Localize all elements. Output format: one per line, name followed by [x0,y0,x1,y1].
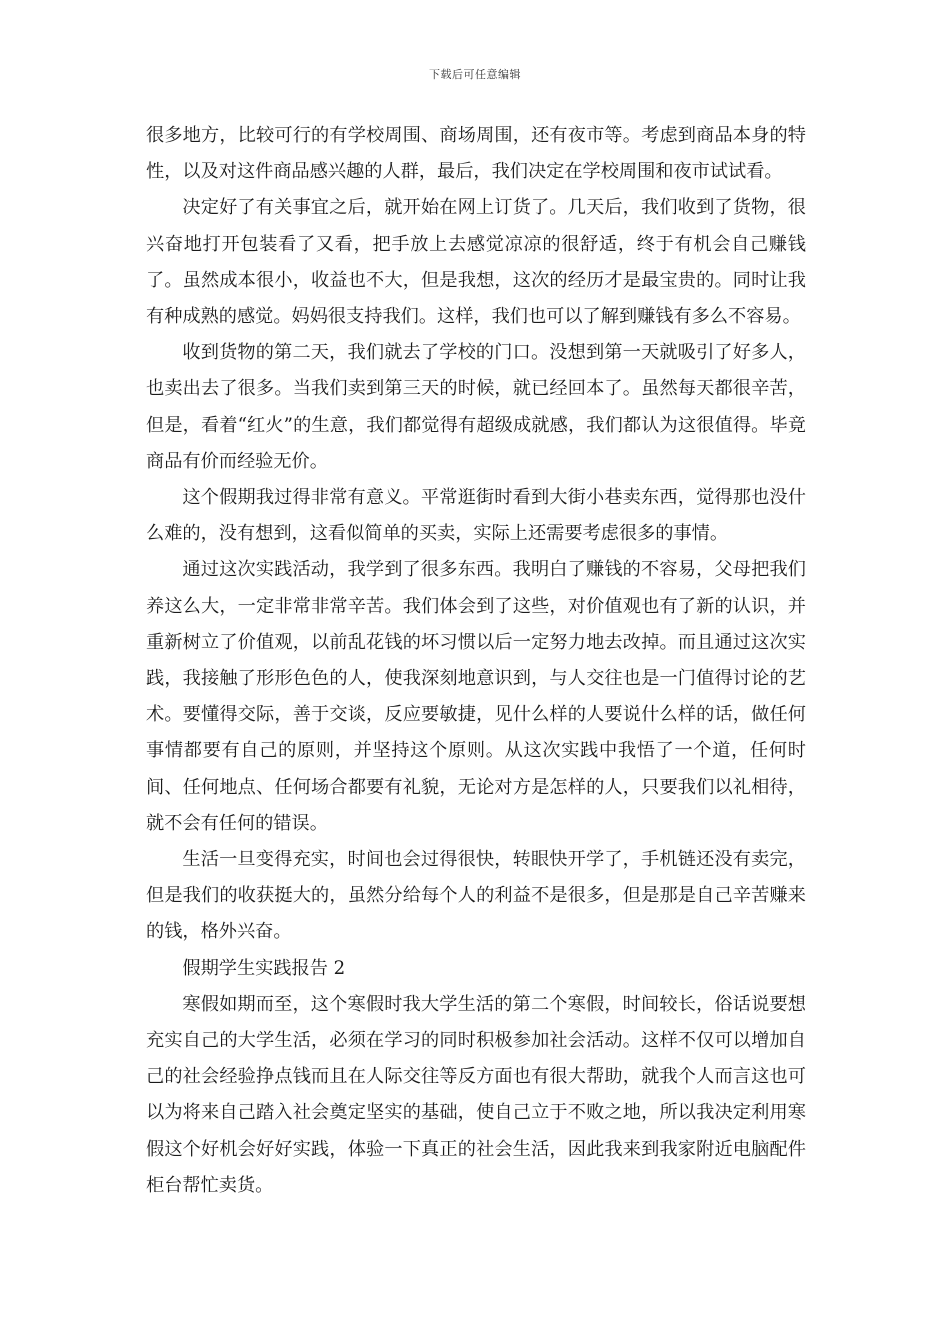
paragraph-7: 寒假如期而至，这个寒假时我大学生活的第二个寒假，时间较长，俗话说要想充实自己的大学生活，必须在学习的同时积极参加社会活动。这样不仅可以增加自己的社会经验挣点钱而且在人际交往等反方面也有很大帮助，就我个人而言这也可以为将来自己踏入社会奠定坚实的基础，使自己立于不败之地，所以我决定利用寒假这个好机会好好实践，体验一下真正的社会生活，因此我来到我家附近电脑配件柜台帮忙卖货。 [146,993,806,1196]
section-title: 假期学生实践报告 2 [182,957,346,979]
paragraph-4: 这个假期我过得非常有意义。平常逛街时看到大街小巷卖东西，觉得那也没什么难的，没有想到，这看似简单的买卖，实际上还需要考虑很多的事情。 [146,487,806,545]
page-header: 下载后可任意编辑 [429,68,521,81]
paragraph-6: 生活一旦变得充实，时间也会过得很快，转眼快开学了，手机链还没有卖完，但是我们的收获挺大的，虽然分给每个人的利益不是很多，但是那是自己辛苦赚来的钱，格外兴奋。 [146,849,806,943]
paragraph-3: 收到货物的第二天，我们就去了学校的门口。没想到第一天就吸引了好多人，也卖出去了很多。当我们卖到第三天的时候，就已经回本了。虽然每天都很辛苦，但是，看着“红火”的生意，我们都觉得有超级成就感，我们都认为这很值得。毕竟商品有价而经验无价。 [146,342,806,472]
document-body [146,118,806,1204]
paragraph-5: 通过这次实践活动，我学到了很多东西。我明白了赚钱的不容易，父母把我们养这么大，一定非常非常辛苦。我们体会到了这些，对价值观也有了新的认识，并重新树立了价值观，以前乱花钱的坏习惯以后一定努力地去改掉。而且通过这次实践，我接触了形形色色的人，使我深刻地意识到，与人交往也是一门值得讨论的艺术。要懂得交际，善于交谈，反应要敏捷，见什么样的人要说什么样的话，做任何事情都要有自己的原则，并坚持这个原则。从这次实践中我悟了一个道，任何时间、任何地点、任何场合都要有礼貌，无论对方是怎样的人，只要我们以礼相待，就不会有任何的错误。 [146,559,806,834]
paragraph-2: 决定好了有关事宜之后，就开始在网上订货了。几天后，我们收到了货物，很兴奋地打开包装看了又看，把手放上去感觉凉凉的很舒适，终于有机会自己赚钱了。虽然成本很小，收益也不大，但是我想，这次的经历才是最宝贵的。同时让我有种成熟的感觉。妈妈很支持我们。这样，我们也可以了解到赚钱有多么不容易。 [146,197,806,328]
paragraph-1: 很多地方，比较可行的有学校周围、商场周围，还有夜市等。考虑到商品本身的特性，以及对这件商品感兴趣的人群，最后，我们决定在学校周围和夜市试试看。 [146,125,806,183]
